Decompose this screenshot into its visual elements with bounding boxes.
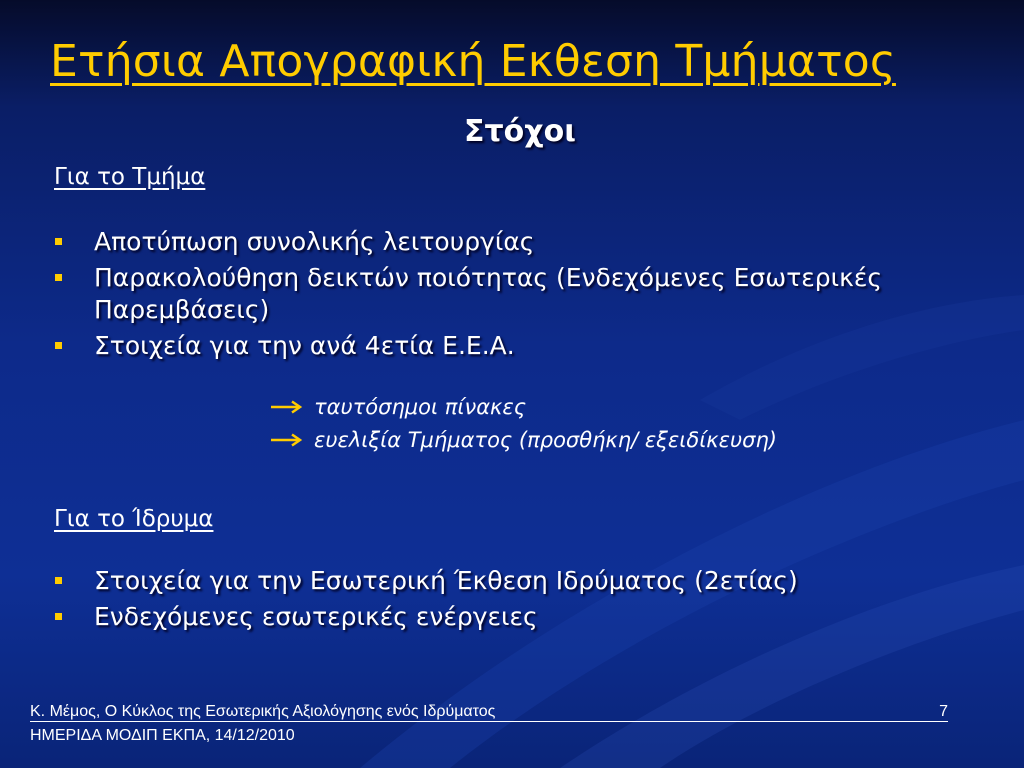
square-bullet-icon: [55, 342, 62, 349]
right-arrow-icon: [270, 433, 304, 447]
square-bullet-icon: [55, 274, 62, 281]
bullet-text: Παρακολούθηση δεικτών ποιότητας (Ενδεχόμενες Εσωτερικές Παρεμβάσεις): [94, 263, 883, 324]
sub-item-text: ευελιξία Τμήματος (προσθήκη/ εξειδίκευση): [314, 428, 777, 452]
footer-event: ΗΜΕΡΙΔΑ ΜΟΔΙΠ ΕΚΠΑ, 14/12/2010: [30, 727, 295, 744]
institution-section-heading: Για το Ίδρυμα: [54, 506, 214, 532]
bullet-text: Στοιχεία για την Εσωτερική Έκθεση Ιδρύματος (2ετίας): [94, 566, 798, 595]
bullet-item: [54, 565, 984, 597]
right-arrow-icon: [270, 400, 304, 414]
square-bullet-icon: [55, 613, 62, 620]
department-section-heading: Για το Τμήμα: [54, 164, 206, 190]
page-number: 7: [939, 703, 948, 720]
bullet-text: Ενδεχόμενες εσωτερικές ενέργειες: [94, 602, 538, 631]
footer-citation-text: Κ. Μέμος, Ο Κύκλος της Εσωτερικής Αξιολόγησης ενός Ιδρύματος: [30, 703, 496, 720]
square-bullet-icon: [55, 577, 62, 584]
square-bullet-icon: [55, 238, 62, 245]
sub-item: [270, 395, 526, 419]
bullet-text: Στοιχεία για την ανά 4ετία Ε.Ε.Α.: [94, 331, 515, 360]
bullet-item: [54, 330, 984, 362]
sub-item: [270, 428, 777, 452]
department-bullet-list: [54, 226, 984, 366]
bullet-item: [54, 262, 984, 326]
footer-citation: [30, 702, 948, 722]
sub-item-text: ταυτόσημοι πίνακες: [314, 395, 527, 419]
bullet-text: Αποτύπωση συνολικής λειτουργίας: [94, 227, 535, 256]
bullet-item: [54, 226, 984, 258]
slide-title: Ετήσια Απογραφική Εκθεση Τμήματος: [50, 36, 896, 87]
slide-subtitle: Στόχοι: [464, 114, 576, 149]
institution-bullet-list: [54, 565, 984, 637]
bullet-item: [54, 601, 984, 633]
